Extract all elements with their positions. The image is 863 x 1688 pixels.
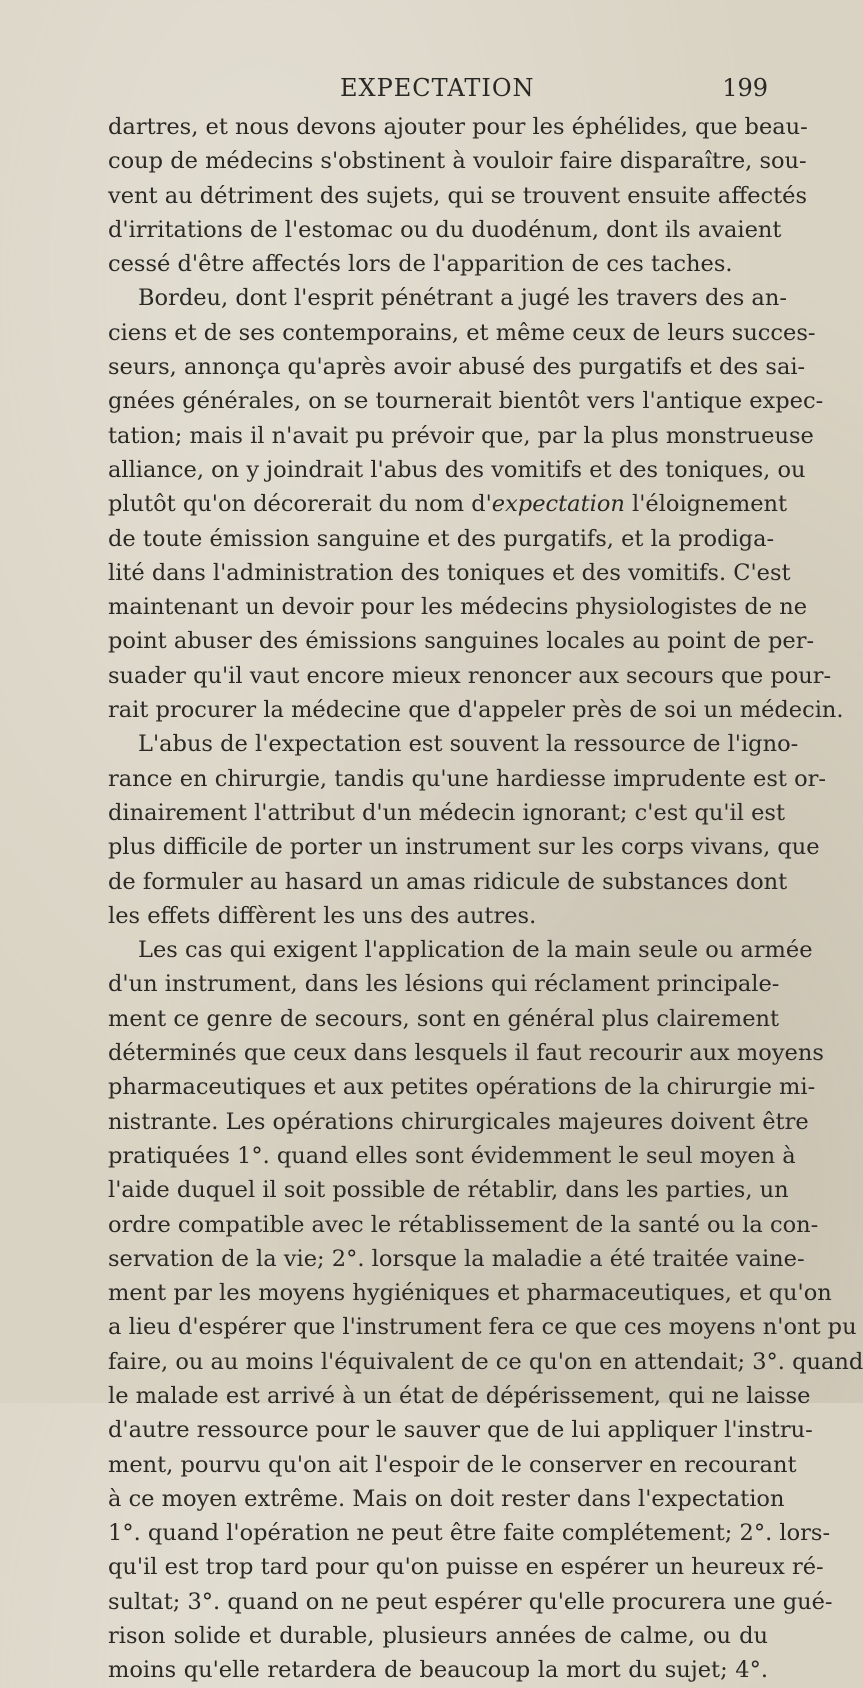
text-line: rison solide et durable, plusieurs années de calme, ou du: [108, 1623, 768, 1650]
text-line: dartres, et nous devons ajouter pour les éphélides, que beau-: [108, 114, 808, 140]
text-line: servation de la vie; 2°. lorsque la maladie a été traitée vaine-: [108, 1245, 805, 1272]
text-line: moins qu'elle retardera de beaucoup la mort du sujet; 4°.: [108, 1657, 768, 1684]
text-line: maintenant un devoir pour les médecins physiologistes de ne: [108, 594, 808, 621]
text-line: ordre compatible avec le rétablissement de la santé ou la con-: [108, 1211, 819, 1238]
text-line: coup de médecins s'obstinent à vouloir faire disparaître, sou-: [108, 148, 807, 175]
text-line: de toute émission sanguine et des purgatifs, et la prodiga-: [108, 525, 775, 552]
text-line: alliance, on y joindrait l'abus des vomitifs et des toniques, ou: [108, 456, 806, 483]
text-line: Bordeu, dont l'esprit pénétrant a jugé les travers des an-: [138, 285, 787, 312]
text-line: d'autre ressource pour le sauver que de lui appliquer l'instru-: [108, 1417, 813, 1444]
text-line: 1°. quand l'opération ne peut être faite complétement; 2°. lors-: [108, 1520, 831, 1547]
italic-term: expectation: [491, 491, 625, 518]
text-line: ment par les moyens hygiéniques et pharmaceutiques, et qu'on: [108, 1280, 832, 1307]
text-line: d'un instrument, dans les lésions qui réclament principale-: [108, 971, 780, 998]
text-line: ment, pourvu qu'on ait l'espoir de le conserver en recourant: [108, 1451, 797, 1478]
text-line: point abuser des émissions sanguines locales au point de per-: [108, 628, 815, 655]
text-line: pratiquées 1°. quand elles sont évidemment le seul moyen à: [108, 1142, 796, 1169]
text-line: de formuler au hasard un amas ridicule de substances dont: [108, 868, 788, 895]
text-segment: plutôt qu'on décorerait du nom d': [108, 491, 492, 518]
text-line: qu'il est trop tard pour qu'on puisse en espérer un heureux ré-: [108, 1554, 824, 1581]
text-line: a lieu d'espérer que l'instrument fera ce que ces moyens n'ont pu: [108, 1314, 857, 1341]
text-segment: l'éloignement: [624, 491, 788, 518]
text-line: ment ce genre de secours, sont en général plus clairement: [108, 1005, 780, 1032]
page-number: 199: [722, 74, 768, 102]
text-line: pharmaceutiques et aux petites opérations de la chirurgie mi-: [108, 1074, 816, 1101]
body-text: [108, 110, 863, 1688]
text-line: lité dans l'administration des toniques et des vomitifs. C'est: [108, 559, 791, 586]
text-line: nistrante. Les opérations chirurgicales majeures doivent être: [108, 1108, 809, 1135]
text-line: les effets diffèrent les uns des autres.: [108, 902, 537, 929]
text-line: gnées générales, on se tournerait bientôt vers l'antique expec-: [108, 388, 824, 415]
text-line: rait procurer la médecine que d'appeler près de soi un médecin.: [108, 697, 844, 724]
text-line: d'irritations de l'estomac ou du duodénum, dont ils avaient: [108, 216, 782, 243]
text-line: cessé d'être affectés lors de l'apparition de ces taches.: [108, 251, 733, 278]
text-line: tation; mais il n'avait pu prévoir que, par la plus monstrueuse: [108, 422, 814, 449]
text-line: L'abus de l'expectation est souvent la ressource de l'igno-: [138, 731, 799, 758]
text-line: le malade est arrivé à un état de dépérissement, qui ne laisse: [108, 1382, 811, 1409]
text-line: déterminés que ceux dans lesquels il faut recourir aux moyens: [108, 1040, 824, 1067]
text-line: seurs, annonça qu'après avoir abusé des purgatifs et des sai-: [108, 354, 806, 381]
running-title: EXPECTATION: [340, 74, 535, 102]
text-line: Les cas qui exigent l'application de la main seule ou armée: [138, 937, 813, 964]
text-line: dinairement l'attribut d'un médecin ignorant; c'est qu'il est: [108, 799, 785, 826]
text-line: ciens et de ses contemporains, et même ceux de leurs succes-: [108, 319, 816, 346]
text-line: vent au détriment des sujets, qui se trouvent ensuite affectés: [108, 182, 808, 209]
page-header: [108, 74, 768, 108]
text-line-with-italic: [108, 487, 788, 521]
text-line: à ce moyen extrême. Mais on doit rester dans l'expectation: [108, 1485, 785, 1512]
text-line: sultat; 3°. quand on ne peut espérer qu'elle procurera une gué-: [108, 1588, 833, 1615]
text-line: rance en chirurgie, tandis qu'une hardiesse imprudente est or-: [108, 765, 826, 792]
text-line: faire, ou au moins l'équivalent de ce qu'on en attendait; 3°. quand: [108, 1348, 863, 1375]
text-line: suader qu'il vaut encore mieux renoncer aux secours que pour-: [108, 662, 832, 689]
text-line: plus difficile de porter un instrument sur les corps vivans, que: [108, 834, 820, 861]
text-line: l'aide duquel il soit possible de rétablir, dans les parties, un: [108, 1177, 789, 1204]
